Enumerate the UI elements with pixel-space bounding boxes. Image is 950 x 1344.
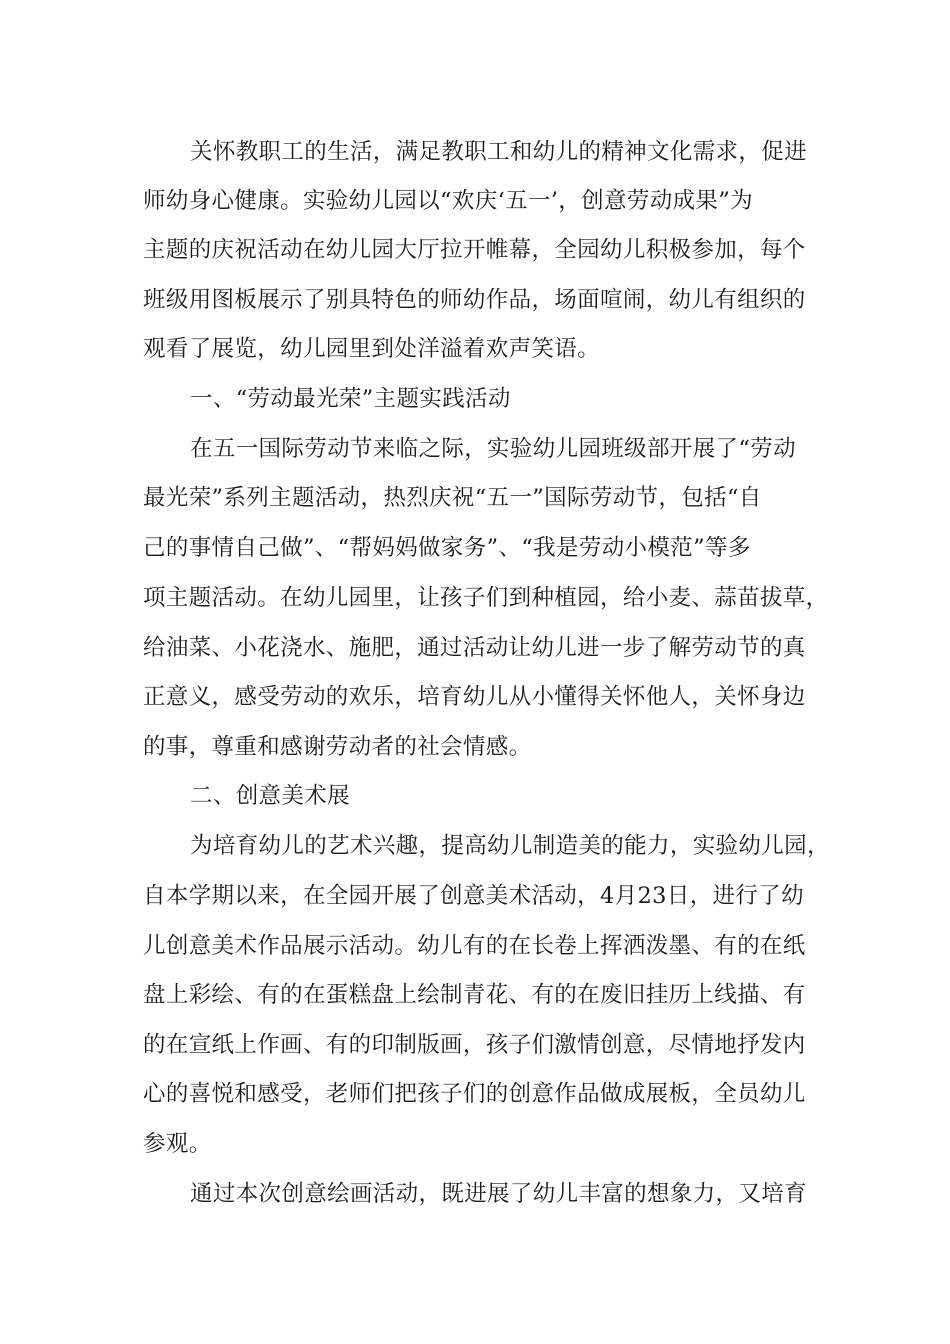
section-heading-1: 一、“劳动最光荣”主题实践活动 bbox=[190, 386, 511, 412]
paragraph-line: 自本学期以来，在全园开展了创意美术活动，4月23日，进行了幼 bbox=[143, 883, 804, 909]
paragraph-line: 心的喜悦和感受，老师们把孩子们的创意作品做成展板，全员幼儿 bbox=[143, 1081, 806, 1107]
paragraph-line: 主题的庆祝活动在幼儿园大厅拉开帷幕，全园幼儿积极参加，每个 bbox=[143, 237, 806, 263]
paragraph-line: 的在宣纸上作画、有的印制版画，孩子们激情创意，尽情地抒发内 bbox=[143, 1032, 806, 1058]
paragraph-line: 关怀教职工的生活，满足教职工和幼儿的精神文化需求，促进 bbox=[190, 139, 807, 165]
paragraph-line: 盘上彩绘、有的在蛋糕盘上绘制青花、有的在废旧挂历上线描、有 bbox=[143, 982, 806, 1008]
paragraph-line: 的事，尊重和感谢劳动者的社会情感。 bbox=[143, 734, 532, 760]
paragraph-line: 班级用图板展示了别具特色的师幼作品，场面喧闹，幼儿有组织的 bbox=[143, 287, 806, 313]
paragraph-line: 己的事情自己做”、“帮妈妈做家务”、“我是劳动小模范”等多 bbox=[143, 535, 751, 561]
section-heading-2: 二、创意美术展 bbox=[190, 783, 350, 809]
paragraph-line: 师幼身心健康。实验幼儿园以“欢庆‘五一’，创意劳动成果”为 bbox=[143, 188, 753, 214]
paragraph-line: 观看了展览，幼儿园里到处洋溢着欢声笑语。 bbox=[143, 336, 601, 362]
paragraph-line: 为培育幼儿的艺术兴趣，提高幼儿制造美的能力，实验幼儿园， bbox=[190, 833, 830, 859]
paragraph-line: 参观。 bbox=[143, 1131, 212, 1157]
paragraph-line: 项主题活动。在幼儿园里，让孩子们到种植园，给小麦、蒜苗拔草， bbox=[143, 585, 829, 611]
paragraph-line: 在五一国际劳动节来临之际，实验幼儿园班级部开展了“劳动 bbox=[190, 436, 796, 462]
paragraph-line: 最光荣”系列主题活动，热烈庆祝“五一”国际劳动节，包括“自 bbox=[143, 485, 762, 511]
paragraph-line: 通过本次创意绘画活动，既进展了幼儿丰富的想象力，又培育 bbox=[190, 1181, 807, 1207]
paragraph-line: 给油菜、小花浇水、施肥，通过活动让幼儿进一步了解劳动节的真 bbox=[143, 635, 806, 661]
paragraph-line: 儿创意美术作品展示活动。幼儿有的在长卷上挥洒泼墨、有的在纸 bbox=[143, 933, 806, 959]
paragraph-line: 正意义，感受劳动的欢乐，培育幼儿从小懂得关怀他人，关怀身边 bbox=[143, 684, 806, 710]
